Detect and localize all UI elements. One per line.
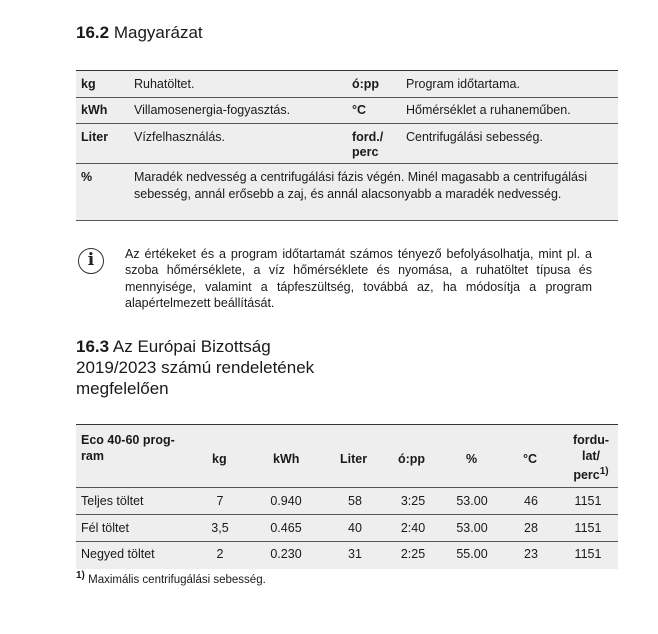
cell-temp: 46	[524, 494, 538, 508]
section-heading-legend	[76, 22, 203, 43]
header-spin-line: lat/	[581, 449, 601, 463]
cell-percent: 53.00	[456, 521, 488, 535]
legend-value: Centrifugálási sebesség.	[406, 130, 543, 144]
section-title-line: Az Európai Bizottság	[112, 337, 271, 356]
info-icon: i	[78, 248, 104, 274]
cell-liter: 31	[348, 547, 362, 561]
header-spin	[566, 432, 616, 483]
table-row	[76, 515, 618, 542]
section-number: 16.2	[76, 23, 110, 42]
cell-kg: 3,5	[211, 521, 229, 535]
legend-row	[76, 164, 618, 221]
header-program-line: ram	[81, 449, 104, 463]
header-program	[81, 432, 175, 464]
legend-row	[76, 124, 618, 164]
legend-key-line: perc	[352, 145, 379, 159]
cell-time: 3:25	[400, 494, 426, 508]
cell-liter: 40	[348, 521, 362, 535]
section-heading-eco	[76, 336, 314, 399]
row-label: Fél töltet	[81, 521, 129, 535]
legend-value: Vízfelhasználás.	[134, 130, 226, 144]
header-percent: %	[466, 452, 478, 466]
footnote-ref: 1)	[599, 466, 609, 477]
table-header	[76, 425, 618, 488]
legend-value: Ruhatöltet.	[134, 77, 195, 91]
header-liter: Liter	[340, 452, 368, 466]
legend-key: kWh	[81, 103, 108, 117]
legend-key: ó:pp	[352, 77, 380, 91]
legend-row	[76, 98, 618, 124]
cell-liter: 58	[348, 494, 362, 508]
legend-key-line: ford./	[352, 130, 384, 144]
footnote-text: Maximális centrifugálási sebesség.	[88, 573, 266, 586]
cell-kwh: 0.940	[270, 494, 302, 508]
cell-temp: 23	[524, 547, 538, 561]
legend-key	[352, 130, 383, 160]
section-number: 16.3	[76, 337, 110, 356]
header-spin-line: perc	[573, 468, 600, 483]
cell-percent: 53.00	[456, 494, 488, 508]
header-kg: kg	[212, 452, 227, 466]
section-title-line: 2019/2023 számú rendeletének	[76, 358, 315, 377]
section-title-line: megfelelően	[76, 379, 169, 398]
cell-kg: 7	[216, 494, 224, 508]
footnote-marker: 1)	[76, 570, 85, 581]
legend-value: Hőmérséklet a ruhaneműben.	[406, 103, 571, 117]
legend-key: kg	[81, 77, 96, 91]
table-row	[76, 541, 618, 567]
legend-key: °C	[352, 103, 367, 117]
eco-program-table	[76, 424, 618, 569]
cell-time: 2:25	[400, 547, 426, 561]
header-spin-line: fordu-	[572, 433, 610, 447]
table-row	[76, 488, 618, 515]
row-label: Teljes töltet	[81, 494, 144, 508]
info-note-text: Az értékeket és a program időtartamát számos tényező befolyásolhatja, mint pl. a szoba hőmérséklete, a víz hőmérséklete és nyomása, a ruhatöltet típusa és mennyisége, valamint a tápfeszültség, továbbá az, ha módosítja a program alapértelmezett beállítását.	[125, 247, 592, 310]
legend-key: Liter	[81, 130, 109, 144]
section-title: Magyarázat	[113, 23, 203, 42]
legend-value: Maradék nedvesség a centrifugálási fázis végén. Minél magasabb a centrifugálási sebesség, annál erősebb a zaj, és annál alacsonyabb a maradék nedvesség.	[134, 170, 588, 201]
footnote	[76, 570, 266, 586]
cell-spin: 1151	[574, 547, 602, 561]
header-program-line: Eco 40-60 prog-	[81, 433, 175, 447]
cell-time: 2:40	[400, 521, 426, 535]
legend-table	[76, 70, 618, 221]
cell-spin: 1151	[574, 521, 602, 535]
legend-row	[76, 71, 618, 98]
header-temp: °C	[523, 452, 538, 466]
cell-temp: 28	[524, 521, 538, 535]
cell-kwh: 0.465	[270, 521, 302, 535]
cell-kg: 2	[216, 547, 224, 561]
legend-value: Program időtartama.	[406, 77, 520, 91]
header-kwh: kWh	[273, 452, 300, 466]
row-label: Negyed töltet	[81, 547, 155, 561]
legend-key: %	[81, 170, 93, 184]
cell-kwh: 0.230	[270, 547, 302, 561]
cell-spin: 1151	[574, 494, 602, 508]
cell-percent: 55.00	[456, 547, 488, 561]
header-time: ó:pp	[398, 452, 426, 466]
legend-value: Villamosenergia-fogyasztás.	[134, 103, 291, 117]
